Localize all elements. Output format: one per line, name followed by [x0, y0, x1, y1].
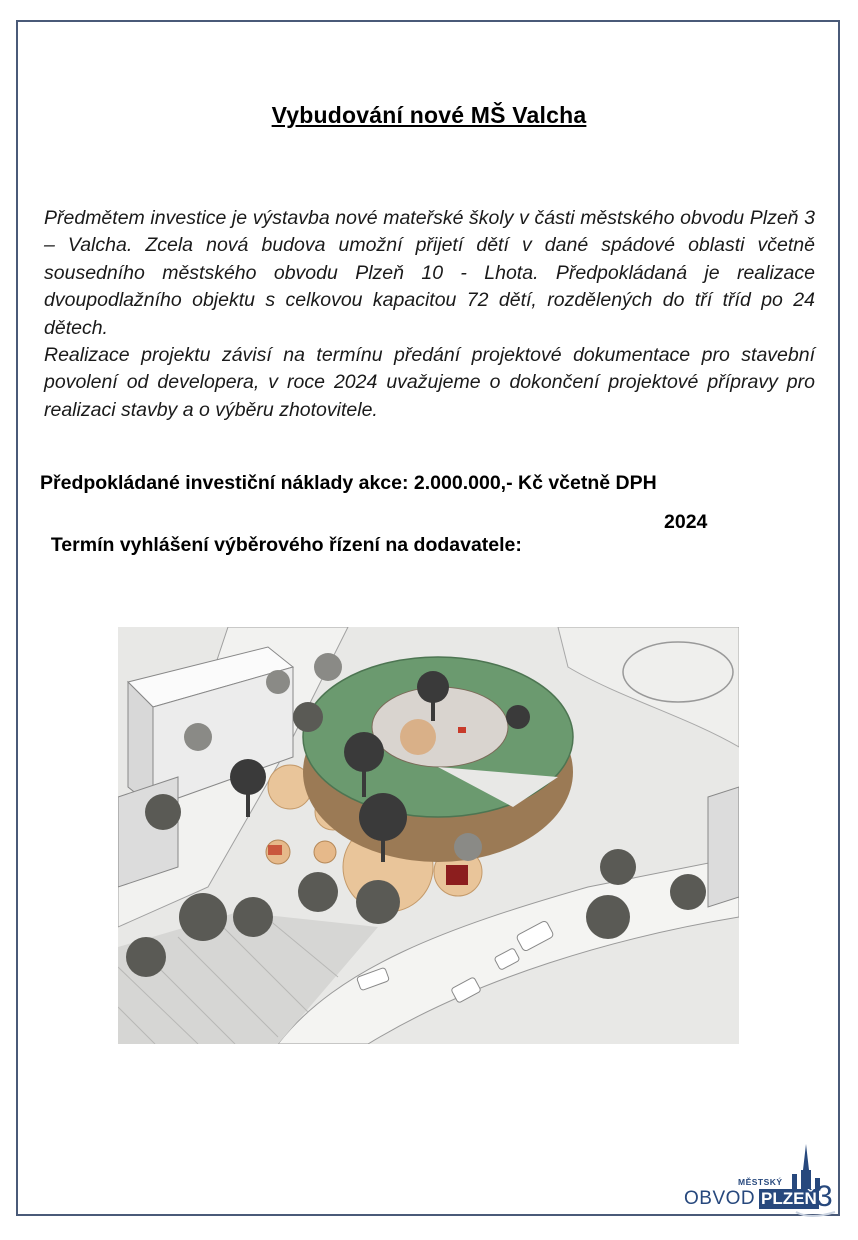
municipality-logo [680, 1140, 840, 1220]
description-text [44, 205, 815, 424]
logo-small-text: MĚSTSKÝ [738, 1177, 783, 1187]
tender-year: 2024 [664, 511, 708, 533]
paragraph-realization: Realizace projektu závisí na termínu předání projektové dokumentace pro stavební povolení od developera, v roce 2024 uvažujeme o dokončení projektové přípravy pro realizaci stavby a o výběru zhotovitele. [44, 344, 815, 421]
paragraph-investment: Předmětem investice je výstavba nové mateřské školy v části městského obvodu Plzeň 3 – Valcha. Zcela nová budova umožní přijetí dětí v dané spádové oblasti včetně sousedního městského obvodu Plzeň 10 - Lhota. Předpokládaná je realizace dvoupodlažního objektu s celkovou kapacitou 72 dětí, rozdělených do tří tříd po 24 dětech. [44, 207, 815, 339]
logo-number: 3 [816, 1180, 833, 1213]
investment-costs: Předpokládané investiční náklady akce: 2.000.000,- Kč včetně DPH [40, 472, 657, 494]
page-title: Vybudování nové MŠ Valcha [271, 102, 587, 128]
logo-word-obvod: OBVOD [684, 1188, 756, 1209]
kindergarten-visualization [118, 627, 739, 1044]
aerial-render-image [118, 627, 739, 1044]
tender-label: Termín vyhlášení výběrového řízení na dodavatele: [50, 534, 522, 556]
logo-word-plzen: PLZEŇ [761, 1189, 817, 1208]
tender-term [40, 511, 708, 580]
